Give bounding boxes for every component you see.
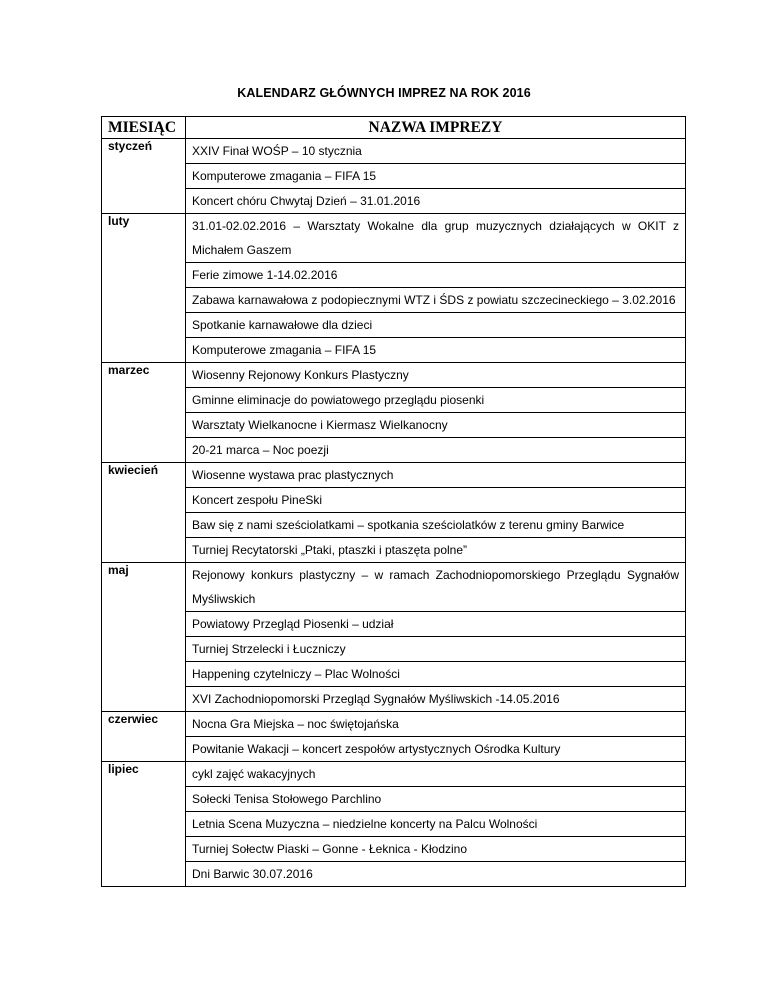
- table-row: [102, 612, 686, 637]
- table-row: [102, 812, 686, 837]
- table-row: [102, 139, 686, 164]
- event-cell: 20-21 marca – Noc poezji: [186, 438, 686, 463]
- event-cell: Wiosenny Rejonowy Konkurs Plastyczny: [186, 363, 686, 388]
- table-row: [102, 463, 686, 488]
- table-row: [102, 712, 686, 737]
- event-cell: Rejonowy konkurs plastyczny – w ramach Zachodniopomorskiego Przeglądu Sygnałów Myśliwskich: [186, 563, 686, 612]
- table-row: [102, 438, 686, 463]
- table-row: [102, 787, 686, 812]
- month-column-header: MIESIĄC: [102, 117, 186, 139]
- table-row: [102, 538, 686, 563]
- table-row: [102, 363, 686, 388]
- event-cell: Happening czytelniczy – Plac Wolności: [186, 662, 686, 687]
- month-cell: lipiec: [102, 762, 186, 887]
- event-cell: 31.01-02.02.2016 – Warsztaty Wokalne dla grup muzycznych działających w OKIT z Michałem Gaszem: [186, 214, 686, 263]
- event-cell: Turniej Sołectw Piaski – Gonne - Łeknica - Kłodzino: [186, 837, 686, 862]
- table-row: [102, 563, 686, 612]
- table-row: [102, 513, 686, 538]
- event-cell: XXIV Finał WOŚP – 10 stycznia: [186, 139, 686, 164]
- month-cell: styczeń: [102, 139, 186, 214]
- event-cell: Koncert chóru Chwytaj Dzień – 31.01.2016: [186, 189, 686, 214]
- event-cell: Powiatowy Przegląd Piosenki – udział: [186, 612, 686, 637]
- table-row: [102, 214, 686, 263]
- table-header-row: [102, 117, 686, 139]
- month-cell: kwiecień: [102, 463, 186, 563]
- table-row: [102, 837, 686, 862]
- event-cell: Wiosenne wystawa prac plastycznych: [186, 463, 686, 488]
- month-cell: luty: [102, 214, 186, 363]
- event-column-header: NAZWA IMPREZY: [186, 117, 686, 139]
- event-cell: Warsztaty Wielkanocne i Kiermasz Wielkanocny: [186, 413, 686, 438]
- table-row: [102, 338, 686, 363]
- table-row: [102, 164, 686, 189]
- event-cell: cykl zajęć wakacyjnych: [186, 762, 686, 787]
- table-row: [102, 189, 686, 214]
- table-row: [102, 662, 686, 687]
- event-cell: Sołecki Tenisa Stołowego Parchlino: [186, 787, 686, 812]
- table-body: [102, 139, 686, 887]
- table-row: [102, 388, 686, 413]
- page-title: KALENDARZ GŁÓWNYCH IMPREZ NA ROK 2016: [237, 86, 531, 100]
- table-row: [102, 413, 686, 438]
- table-row: [102, 313, 686, 338]
- event-cell: Nocna Gra Miejska – noc świętojańska: [186, 712, 686, 737]
- event-cell: Zabawa karnawałowa z podopiecznymi WTZ i ŚDS z powiatu szczecineckiego – 3.02.2016: [186, 288, 686, 313]
- event-cell: Gminne eliminacje do powiatowego przeglądu piosenki: [186, 388, 686, 413]
- events-calendar-table: [101, 116, 686, 887]
- event-cell: Dni Barwic 30.07.2016: [186, 862, 686, 887]
- table-row: [102, 263, 686, 288]
- table-row: [102, 762, 686, 787]
- table-row: [102, 862, 686, 887]
- month-cell: maj: [102, 563, 186, 712]
- event-cell: Ferie zimowe 1-14.02.2016: [186, 263, 686, 288]
- month-cell: czerwiec: [102, 712, 186, 762]
- event-cell: Turniej Recytatorski „Ptaki, ptaszki i ptaszęta polne”: [186, 538, 686, 563]
- event-cell: Spotkanie karnawałowe dla dzieci: [186, 313, 686, 338]
- event-cell: Koncert zespołu PineSki: [186, 488, 686, 513]
- table-row: [102, 488, 686, 513]
- event-cell: Baw się z nami sześciolatkami – spotkania sześciolatków z terenu gminy Barwice: [186, 513, 686, 538]
- table-row: [102, 637, 686, 662]
- table-row: [102, 737, 686, 762]
- event-cell: Letnia Scena Muzyczna – niedzielne koncerty na Palcu Wolności: [186, 812, 686, 837]
- event-cell: Komputerowe zmagania – FIFA 15: [186, 338, 686, 363]
- event-cell: Powitanie Wakacji – koncert zespołów artystycznych Ośrodka Kultury: [186, 737, 686, 762]
- event-cell: Turniej Strzelecki i Łuczniczy: [186, 637, 686, 662]
- event-cell: Komputerowe zmagania – FIFA 15: [186, 164, 686, 189]
- event-cell: XVI Zachodniopomorski Przegląd Sygnałów Myśliwskich -14.05.2016: [186, 687, 686, 712]
- table-row: [102, 288, 686, 313]
- table-row: [102, 687, 686, 712]
- month-cell: marzec: [102, 363, 186, 463]
